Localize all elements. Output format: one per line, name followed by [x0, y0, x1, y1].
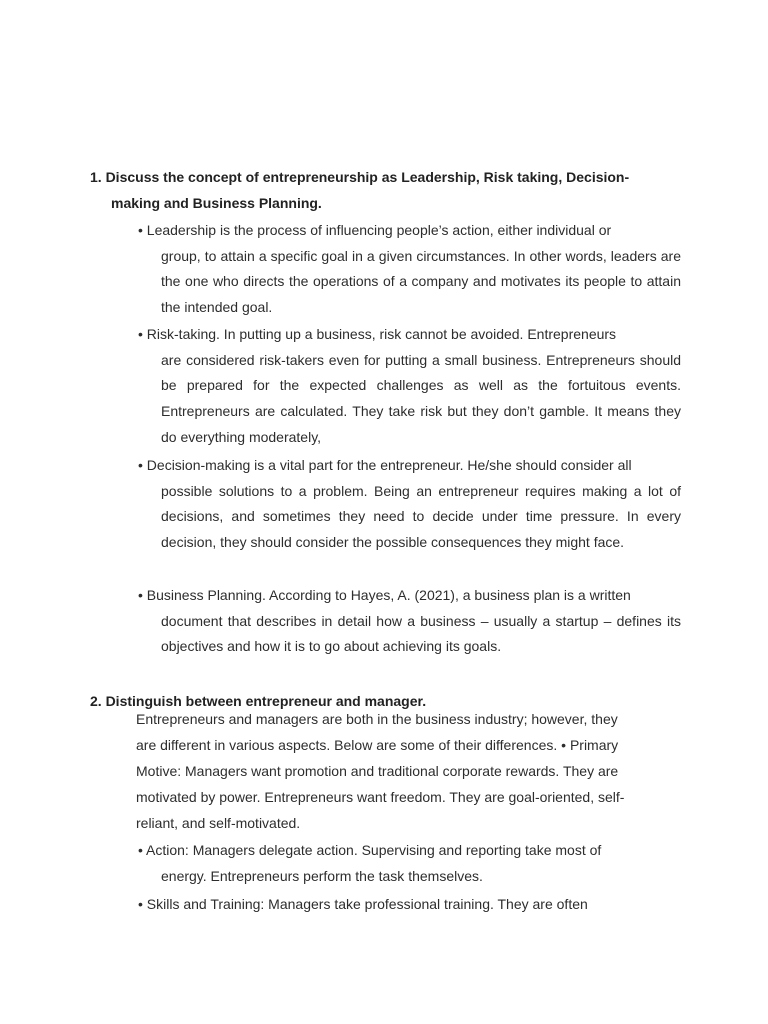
bullet-decision-making — [138, 453, 681, 556]
bullet-risk-taking — [138, 322, 681, 451]
bullet-action-first-line: • Action: Managers delegate action. Supervising and reporting take most of — [138, 842, 602, 858]
bullet-business-planning-text: document that describes in detail how a business – usually a startup – defines its objectives and how it is to go about achieving its goals. — [161, 612, 681, 655]
bullet-action — [138, 838, 681, 889]
paragraph-line: motivated by power. Entrepreneurs want freedom. They are goal-oriented, self- — [136, 789, 625, 805]
bullet-business-planning-first-line: • Business Planning. According to Hayes, A. (2021), a business plan is a written — [138, 587, 631, 603]
bullet-risk-taking-text: are considered risk-takers even for putting a small business. Entrepreneurs should be prepared for the expected challenges as well as the fortuitous events. Entrepreneurs are calculated. They take risk but they don’t gamble. It means they do everything moderately, — [161, 351, 681, 445]
bullet-skills-training — [138, 892, 681, 918]
bullet-action-text: energy. Entrepreneurs perform the task themselves. — [161, 867, 483, 884]
bullet-decision-making-first-line: • Decision-making is a vital part for the entrepreneur. He/she should consider all — [138, 457, 632, 473]
question-2-heading-text: 2. Distinguish between entrepreneur and manager. — [90, 693, 427, 709]
question-1-heading-line-1: 1. Discuss the concept of entrepreneurship as Leadership, Risk taking, Decision- — [90, 169, 630, 185]
question-2-paragraph — [136, 706, 681, 836]
paragraph-line: Motive: Managers want promotion and traditional corporate rewards. They are — [136, 763, 619, 779]
paragraph-line: Entrepreneurs and managers are both in the business industry; however, they — [136, 711, 618, 727]
question-1-heading — [90, 164, 685, 216]
paragraph-line: reliant, and self-motivated. — [136, 815, 301, 831]
bullet-business-planning — [138, 583, 681, 660]
bullet-leadership-first-line: • Leadership is the process of influencing people’s action, either individual or — [138, 222, 612, 238]
question-1-heading-line-2: making and Business Planning. — [111, 195, 322, 211]
bullet-skills-training-first-line: • Skills and Training: Managers take professional training. They are often — [138, 896, 588, 912]
bullet-leadership — [138, 218, 681, 321]
bullet-decision-making-text: possible solutions to a problem. Being an entrepreneur requires making a lot of decisions, and sometimes they need to decide under time pressure. In every decision, they should consider the possible consequences they might face. — [161, 482, 681, 551]
bullet-leadership-text: group, to attain a specific goal in a given circumstances. In other words, leaders are the one who directs the operations of a company and motivates its people to attain the intended goal. — [161, 247, 681, 316]
paragraph-line: are different in various aspects. Below are some of their differences. • Primary — [136, 737, 619, 753]
bullet-risk-taking-first-line: • Risk-taking. In putting up a business, risk cannot be avoided. Entrepreneurs — [138, 326, 617, 342]
